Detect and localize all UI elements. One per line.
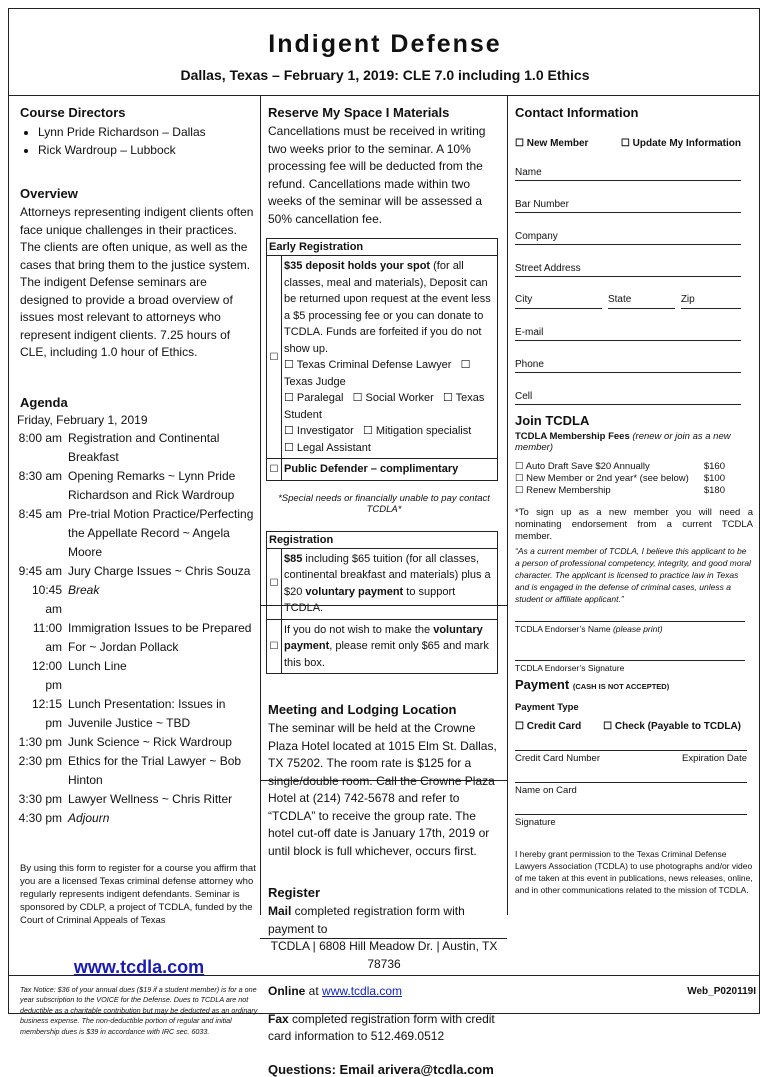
agenda-item: 8:30 am Opening Remarks ~ Lynn Pride Richardson and Rick Wardroup — [18, 468, 236, 502]
director-item: • Rick Wardroup – Lubbock — [38, 142, 258, 160]
cell-field[interactable]: Cell — [515, 390, 741, 405]
photo-permission: I hereby grant permission to the Texas Criminal Defense Lawyers Association (TCDLA) to use photographs and/or video of me taken at this event in publications, news releases, online, and in other communications related to the mission of TCDLA. — [515, 849, 753, 895]
agenda-item: 9:45 am Jury Charge Issues ~ Chris Souza — [18, 563, 251, 578]
page-subtitle: Dallas, Texas – February 1, 2019: CLE 7.0 including 1.0 Ethics — [180, 67, 590, 83]
new-member-checkbox[interactable]: ☐ New Member — [515, 138, 589, 149]
column-divider-2 — [507, 95, 508, 915]
street-address-field[interactable]: Street Address — [515, 262, 741, 277]
city-field[interactable]: City — [515, 294, 602, 309]
column-right — [515, 100, 753, 896]
section-divider — [260, 780, 507, 781]
fee-options — [515, 461, 725, 497]
zip-field[interactable]: Zip — [681, 294, 741, 309]
reserve-heading: Reserve My Space I Materials — [268, 105, 450, 120]
role-checkbox[interactable]: ☐ Texas Judge — [284, 359, 471, 388]
tax-notice: Tax Notice: $36 of your annual dues ($19 if a student member) is for a one year subscription to the VOICE for the Defense. Dues to TCDLA are not deductible as a charitable contribution but may be deducted as an ordinary business expense. The non-deductible portion of regular and initial membership dues is $39 in accordance with IRC sec. 6033. — [20, 984, 258, 1036]
agenda-item: 10:45 am Break — [31, 582, 100, 616]
early-deposit-row: ☐ $35 deposit holds your spot (for all classes, meal and materials), Deposit can be returned upon request at the event less a $5 processing fee or you can donate to TCDLA. Funds are forfeited if you do not show up. ☐ Texas Criminal Defense Lawyer ☐ Texas Judge ☐ Paralegal ☐ Social Worker ☐ Texas Student ☐ Investigator ☐ Mitigation specialist ☐ Legal Assistant — [267, 256, 497, 459]
role-options — [284, 357, 495, 456]
tuition-checkbox[interactable]: ☐ — [267, 549, 282, 619]
register-heading: Register — [268, 885, 321, 900]
form-code: Web_P020119I — [687, 986, 756, 997]
member-type-options — [515, 138, 753, 149]
payment-type-label: Payment Type — [515, 702, 579, 713]
agenda-item: 3:30 pm Lawyer Wellness ~ Chris Ritter — [18, 791, 233, 806]
online-link[interactable]: www.tcdla.com — [322, 984, 403, 998]
director-item: • Lynn Pride Richardson – Dallas — [38, 124, 258, 142]
agenda-item: 8:45 am Pre-trial Motion Practice/Perfecting the Appellate Record ~ Angela Moore — [18, 506, 254, 559]
registration-box — [266, 531, 498, 675]
agenda-item: 11:00 am Immigration Issues to be Prepared For ~ Jordan Pollack — [32, 620, 252, 654]
join-heading: Join TCDLA — [515, 413, 590, 428]
agenda-item: 4:30 pm Adjourn — [18, 810, 110, 825]
meeting-heading: Meeting and Lodging Location — [268, 702, 457, 717]
mail-instruction: Mail completed registration form with payment to — [268, 904, 465, 936]
early-deposit-checkbox[interactable]: ☐ — [267, 256, 282, 458]
directors-list — [20, 124, 258, 159]
company-field[interactable]: Company — [515, 230, 741, 245]
meeting-text: The seminar will be held at the Crowne Plaza Hotel located at 1015 Elm St. Dallas, TX 75202. The room rate is $125 for a single/double room. Call the Crowne Plaza Hotel at (214) 742-5678 and refer to “TCDLA” to receive the group rate. The hotel cut-off date is January 17th, 2019 or until block is full whichever, occurs first. — [268, 721, 497, 858]
website-link[interactable]: www.tcdla.com — [73, 956, 205, 977]
page-title: Indigent Defense — [268, 30, 502, 58]
agenda-item: 12:00 pm Lunch Line — [31, 658, 127, 692]
agenda-item: 8:00 am Registration and Continental Breakfast — [18, 430, 220, 464]
registration-heading: Registration — [267, 532, 497, 549]
tuition-row: ☐ $85 including $65 tuition (for all classes, continental breakfast and materials) plus a $20 voluntary payment to support TCDLA. — [267, 549, 497, 620]
early-registration-box — [266, 238, 498, 481]
phone-field[interactable]: Phone — [515, 358, 741, 373]
role-checkbox[interactable]: ☐ Social Worker — [352, 392, 434, 404]
name-on-card-line[interactable]: Name on Card — [515, 782, 747, 796]
contact-fields — [515, 166, 741, 405]
mail-address: TCDLA | 6808 Hill Meadow Dr. | Austin, TX 78736 — [270, 939, 498, 971]
fee-option[interactable]: ☐ Auto Draft Save $20 Annually $160 — [515, 461, 725, 472]
column-middle — [268, 100, 500, 1077]
contact-heading: Contact Information — [515, 105, 639, 120]
endorser-signature-line[interactable]: TCDLA Endorser’s Signature — [515, 660, 745, 673]
role-checkbox[interactable]: ☐ Investigator — [284, 425, 354, 437]
bar-number-field[interactable]: Bar Number — [515, 198, 741, 213]
check-checkbox[interactable]: ☐ Check (Payable to TCDLA) — [603, 721, 741, 732]
section-divider — [260, 605, 507, 606]
course-directors-heading: Course Directors — [20, 105, 126, 120]
early-registration-heading: Early Registration — [267, 239, 497, 256]
fee-option[interactable]: ☐ Renew Membership $180 — [515, 485, 725, 496]
section-divider — [260, 938, 507, 939]
questions-email[interactable]: Questions: Email arivera@tcdla.com — [268, 1061, 494, 1077]
agenda-date: Friday, February 1, 2019 — [17, 412, 148, 427]
no-voluntary-row: ☐ If you do not wish to make the voluntary payment, please remit only $65 and mark this box. — [267, 620, 497, 674]
email-field[interactable]: E-mail — [515, 326, 741, 341]
overview-heading: Overview — [20, 186, 78, 201]
role-checkbox[interactable]: ☐ Paralegal — [284, 392, 344, 404]
header-divider — [9, 95, 759, 96]
role-checkbox[interactable]: ☐ Mitigation specialist — [362, 425, 472, 437]
endorser-name-line[interactable]: TCDLA Endorser’s Name (please print) — [515, 621, 745, 634]
city-state-zip-row — [515, 294, 741, 309]
agenda-item: 12:15 pm Lunch Presentation: Issues in Juvenile Justice ~ TBD — [31, 696, 226, 730]
fee-option[interactable]: ☐ New Member or 2nd year* (see below) $100 — [515, 473, 725, 484]
column-divider-1 — [260, 95, 261, 915]
role-checkbox[interactable]: ☐ Texas Student — [284, 392, 485, 421]
online-instruction: Online at www.tcdla.com — [268, 984, 403, 998]
overview-text: Attorneys representing indigent clients often face unique challenges in their practices. The clients are often unique, as well as the cases that bring them to the justice system. The indigent Defense seminars are designed to provide a broad overview of issues most relevant to attorneys who represent indigent clients. 7.25 hours of CLE, including 1.0 hour of Ethics. — [20, 205, 254, 359]
name-field[interactable]: Name — [515, 166, 741, 181]
state-field[interactable]: State — [608, 294, 675, 309]
special-needs-note: *Special needs or financially unable to pay contact TCDLA* — [278, 492, 490, 515]
signup-note: *To sign up as a new member you will need a nominating endorsement from a current TCDLA member. — [515, 507, 753, 542]
payment-type-options — [515, 721, 741, 732]
role-checkbox[interactable]: ☐ Texas Criminal Defense Lawyer — [284, 359, 452, 371]
credit-card-checkbox[interactable]: ☐ Credit Card — [515, 721, 582, 732]
agenda-list — [14, 429, 258, 828]
cancellation-text: Cancellations must be received in writing two weeks prior to the seminar. A 10% processing fee will be deducted from the refund. Cancellations made within two weeks of the seminar will be assessed a 50% cancellation fee. — [268, 124, 486, 226]
endorsement-statement: “As a current member of TCDLA, I believe this applicant to be a person of professional competency, integrity, and good moral character. The applicant is licensed to practice law in Texas and is engaged in the defense of criminal cases, unless a student or affiliate applicant.” — [515, 546, 751, 604]
column-left — [17, 100, 258, 1037]
credit-card-number-line[interactable]: Credit Card Number Expiration Date — [515, 750, 747, 764]
payment-heading: Payment (CASH IS NOT ACCEPTED) — [515, 677, 670, 692]
no-voluntary-checkbox[interactable]: ☐ — [267, 620, 282, 674]
agenda-item: 2:30 pm Ethics for the Trial Lawyer ~ Bob Hinton — [18, 753, 242, 787]
footer-divider — [9, 975, 759, 976]
agenda-item: 1:30 pm Junk Science ~ Rick Wardroup — [18, 734, 232, 749]
fax-instruction: Fax completed registration form with credit card information to 512.469.0512 — [268, 1011, 495, 1043]
registration-disclaimer: By using this form to register for a course you affirm that you are a licensed Texas criminal defense attorney who regularly represents indigent defendants. Seminar is sponsored by CDLP, a project of TCDLA, funded by the Court of Criminal Appeals of Texas — [20, 862, 256, 926]
public-defender-row: ☐ Public Defender – complimentary — [267, 459, 497, 480]
update-info-checkbox[interactable]: ☐ Update My Information — [620, 138, 741, 149]
agenda-heading: Agenda — [20, 394, 68, 410]
signature-line[interactable]: Signature — [515, 814, 747, 828]
membership-fees-heading: TCDLA Membership Fees (renew or join as a new member) — [515, 431, 731, 453]
public-defender-checkbox[interactable]: ☐ — [267, 459, 282, 480]
role-checkbox[interactable]: ☐ Legal Assistant — [284, 441, 371, 454]
